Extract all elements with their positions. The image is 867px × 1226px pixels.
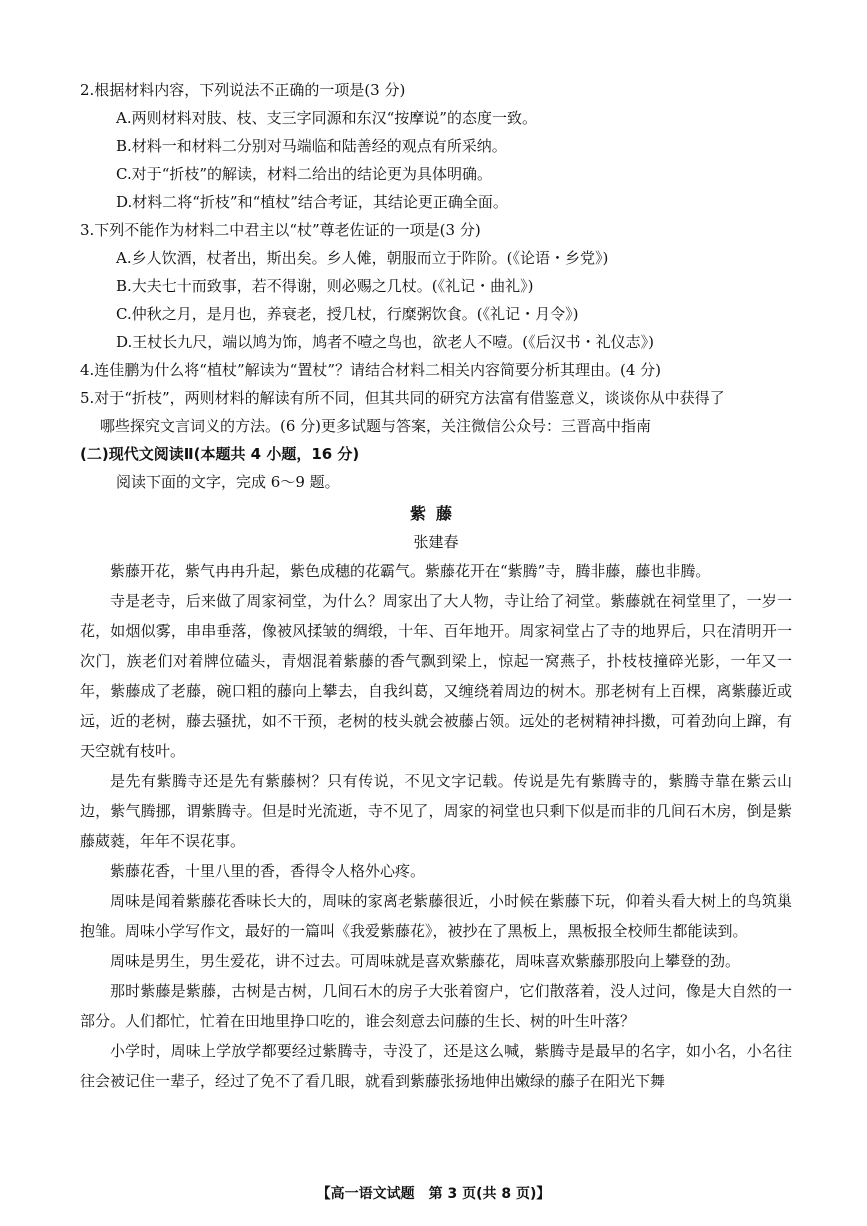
question-3-option-d: D.王杖长九尺，端以鸠为饰，鸠者不噎之鸟也，欲老人不噎。(《后汉书・礼仪志》) <box>116 333 654 351</box>
question-2-option-a: A.两则材料对肢、枝、支三字同源和东汉“按摩说”的态度一致。 <box>116 109 537 127</box>
question-3-option-a: A.乡人饮酒，杖者出，斯出矣。乡人傩，朝服而立于阼阶。(《论语・乡党》) <box>116 249 609 267</box>
article-paragraph: 小学时，周味上学放学都要经过紫腾寺，寺没了，还是这么喊，紫腾寺是最早的名字，如小名，小名往往会被记住一辈子，经过了免不了看几眼，就看到紫藤张扬地伸出嫩绿的藤子在阳光下舞 <box>80 1042 792 1090</box>
article-author: 张建春 <box>413 533 459 551</box>
page-content <box>80 76 792 1096</box>
reading-instruction: 阅读下面的文字，完成 6～9 题。 <box>116 473 340 491</box>
question-3-option-c: C.仲秋之月，是月也，养衰老，授几杖，行糜粥饮食。(《礼记・月令》) <box>116 305 579 323</box>
question-3-option-b: B.大夫七十而致事，若不得谢，则必赐之几杖。(《礼记・曲礼》) <box>116 277 534 295</box>
article-paragraph: 周味是闻着紫藤花香味长大的，周味的家离老紫藤很近，小时候在紫藤下玩，仰着头看大树上的鸟筑巢抱雏。周味小学写作文，最好的一篇叫《我爱紫藤花》，被抄在了黑板上，黑板报全校师生都能读到。 <box>80 892 792 940</box>
article-paragraph: 紫藤花香，十里八里的香，香得令人格外心疼。 <box>110 862 426 880</box>
article-paragraph: 紫藤开花，紫气冉冉升起，紫色成穗的花霸气。紫藤花开在“紫腾”寺，腾非藤，藤也非腾。 <box>110 562 711 580</box>
question-2-option-c: C.对于“折枝”的解读，材料二给出的结论更为具体明确。 <box>116 165 493 183</box>
question-2-option-d: D.材料二将“折枝”和“植杖”结合考证，其结论更正确全面。 <box>116 193 508 211</box>
article-title: 紫藤 <box>409 504 462 523</box>
question-5-line-2: 哪些探究文言词义的方法。(6 分)更多试题与答案，关注微信公众号：三晋高中指南 <box>100 417 652 435</box>
question-3-stem: 3.下列不能作为材料二中君主以“杖”尊老佐证的一项是(3 分) <box>80 221 481 239</box>
section-heading: (二)现代文阅读Ⅱ(本题共 4 小题，16 分) <box>80 445 360 463</box>
article-body <box>80 556 792 1096</box>
article-paragraph: 周味是男生，男生爱花，讲不过去。可周味就是喜欢紫藤花，周味喜欢紫藤那股向上攀登的劲。 <box>110 952 741 970</box>
article-paragraph: 是先有紫腾寺还是先有紫藤树？只有传说，不见文字记载。传说是先有紫腾寺的，紫腾寺靠在紫云山边，紫气腾挪，谓紫腾寺。但是时光流逝，寺不见了，周家的祠堂也只剩下似是而非的几间石木房，倒是紫藤葳蕤，年年不误花事。 <box>80 772 792 850</box>
page-footer: 【高一语文试题 第 3 页(共 8 页)】 <box>316 1186 551 1202</box>
article-paragraph: 寺是老寺，后来做了周家祠堂，为什么？周家出了大人物，寺让给了祠堂。紫藤就在祠堂里了，一岁一花，如烟似雾，串串垂落，像被风揉皱的绸缎，十年、百年地开。周家祠堂占了寺的地界后，只在清明开一次门，族老们对着牌位磕头，青烟混着紫藤的香气飘到梁上，惊起一窝燕子，扑枝枝撞碎光影，一年又一年，紫藤成了老藤，碗口粗的藤向上攀去，自我纠葛，又缠绕着周边的树木。那老树有上百棵，离紫藤近或远，近的老树，藤去骚扰，如不干预，老树的枝头就会被藤占领。远处的老树精神抖擞，可着劲向上蹿，有天空就有枝叶。 <box>80 592 792 760</box>
question-2-option-b: B.材料一和材料二分别对马端临和陆善经的观点有所采纳。 <box>116 137 507 155</box>
article-paragraph: 那时紫藤是紫藤，古树是古树，几间石木的房子大张着窗户，它们散落着，没人过问，像是大自然的一部分。人们都忙，忙着在田地里挣口吃的，谁会刻意去问藤的生长、树的叶生叶落？ <box>80 982 792 1030</box>
question-5-line-1: 5.对于“折枝”，两则材料的解读有所不同，但其共同的研究方法富有借鉴意义，谈谈你从中获得了 <box>80 389 725 407</box>
question-2-stem: 2.根据材料内容，下列说法不正确的一项是(3 分) <box>80 81 406 99</box>
question-4: 4.连佳鹏为什么将“植杖”解读为“置杖”？请结合材料二相关内容简要分析其理由。(4 分) <box>80 361 662 379</box>
